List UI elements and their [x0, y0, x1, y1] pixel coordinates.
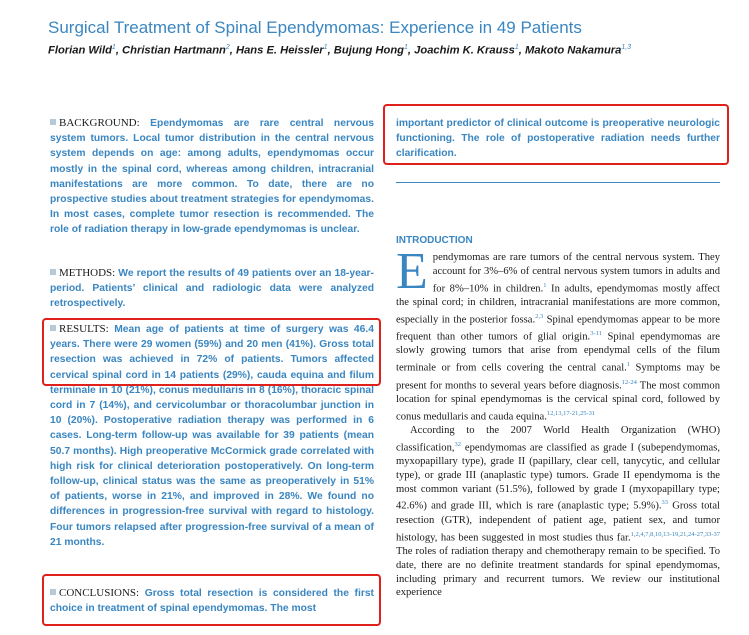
section-label: CONCLUSIONS:: [59, 587, 140, 599]
abstract-background: [50, 116, 374, 238]
bullet-square-icon: [50, 119, 56, 125]
affiliation-mark: 2: [225, 44, 230, 51]
abstract-methods: [50, 266, 374, 312]
section-text: Mean age of patients at time of surgery was 46.4 years. There were 29 women (59%) and 20 men (41%). Gross total resection was achieved in 72% of patients. Tumors affected cervical spinal cord in 14 patients (29%), cauda equina and filum terminale in 10 (21%), conus medullaris in 8 (16%), thoracic spinal cord in 7 (14%), and cervicolumbar or thoracolumbar junction in 10 (20%). Postoperative radiation therapy was performed in 6 cases. Long-term follow-up was available for 39 patients (mean 50.7 months). High preoperative McCormick grade correlated with high risk for clinical deterioration postoperatively. On long-term follow-up, clinical status was the same as preoperatively in 51% of patients, worse in 21%, and improved in 28%. We found no differences in progression-free survival with regard to histology. Four tumors relapsed after progression-free survival of a mean of 21 months.: [50, 324, 374, 548]
highlight-box-results: [42, 318, 381, 386]
author-name: Hans E. Heissler: [235, 44, 324, 57]
author-name: Joachim K. Krauss: [414, 44, 515, 57]
author-name: Makoto Nakamura: [525, 44, 622, 57]
introduction-heading: INTRODUCTION: [396, 235, 473, 246]
introduction-body: [396, 243, 721, 600]
affiliation-mark: 1: [514, 44, 519, 51]
affiliation-mark: 1: [111, 44, 116, 51]
section-label: METHODS:: [59, 267, 116, 279]
section-label: BACKGROUND:: [59, 117, 140, 129]
section-label: RESULTS:: [59, 323, 109, 335]
section-divider: [396, 182, 720, 183]
intro-paragraph: According to the 2007 World Health Organization (WHO) classification,$^{32}$ ependymomas are classified as grade I (subependymomas, myxopapillary type), grade II (papillary, clear cell, tanycytic, and cellular type), or grade III (anaplastic type) tumors. Grade II ependymoma is the most common variant (51.5%), followed by grade I (myxopapillary type; 42.6%) and grade III, which is rare (anaplastic type; 5.9%).$^{33}$ Gross total resection (GTR), independent of patient age, patient sex, and tumor histology, has been suggested in most studies thus far.$^{1,2,4,7,8,10,13-19,21,24-27,33-37}$ The roles of radiation therapy and chemotherapy remain to be specified. To date, there are no definite treatment standards for spinal ependymomas, including primary and recurrent tumors. We review our institutional experience: [396, 424, 720, 599]
highlight-box-continuation: [383, 104, 729, 165]
abstract-continuation: important predictor of clinical outcome is preoperative neurologic functioning. The role of postoperative radiation needs further clarification.: [396, 118, 720, 160]
bullet-square-icon: [50, 269, 56, 275]
author-list: Florian Wild$^1$, Christian Hartmann$^2$, Hans E. Heissler$^1$, Bujung Hong$^1$, Joachim K. Krauss$^1$, Makoto Nakamura$^{1,3}$: [48, 44, 632, 57]
author-name: Bujung Hong: [333, 44, 405, 57]
intro-paragraph: Ependymomas are rare tumors of the central nervous system. They account for 3%–6% of central nervous system tumors in adults and for 8%–10% in children.$^1$ In adults, ependymomas mostly affect the spinal cord; in children, intracranial manifestations are more common, especially in the posterior fossa.$^{2,3}$ Spinal ependymomas appear to be more frequent than other tumors of glial origin.$^{3-11}$ Spinal ependymomas are slowly growing tumors that arise from ependymal cells of the filum terminale or from cells covering the central canal.$^1$ Symptoms may be present for months to several years before diagnosis.$^{12-24}$ The most common location for spinal ependymomas is the cervical spinal cord, followed by conus medullaris and cauda equina.$^{12,13,17-21,25-31}$: [396, 243, 721, 423]
section-text: Gross total resection is considered the first choice in treatment of spinal ependymomas. The most: [50, 588, 374, 615]
author-name: Florian Wild: [48, 44, 112, 57]
paper-title: Surgical Treatment of Spinal Ependymomas: Experience in 49 Patients: [48, 18, 582, 37]
drop-cap: E: [396, 243, 428, 300]
affiliation-mark: 1,3: [621, 44, 632, 51]
section-text: We report the results of 49 patients over an 18-year-period. Patients’ clinical and radiologic data were analyzed retrospectively.: [50, 268, 374, 310]
section-text: Ependymomas are rare central nervous system tumors. Local tumor distribution in the central nervous system depends on age: among adults, ependymomas occur mostly in the spinal cord, whereas among children, intracranial manifestations are more common. To date, there are no prospective studies about treatment strategies for ependymomas. In most cases, complete tumor resection is recommended. The role of radiation therapy in low-grade ependymomas is unclear.: [50, 118, 374, 236]
affiliation-mark: 1: [323, 44, 328, 51]
author-name: Christian Hartmann: [122, 44, 226, 57]
affiliation-mark: 1: [404, 44, 408, 51]
highlight-box-conclusions: [42, 574, 381, 626]
